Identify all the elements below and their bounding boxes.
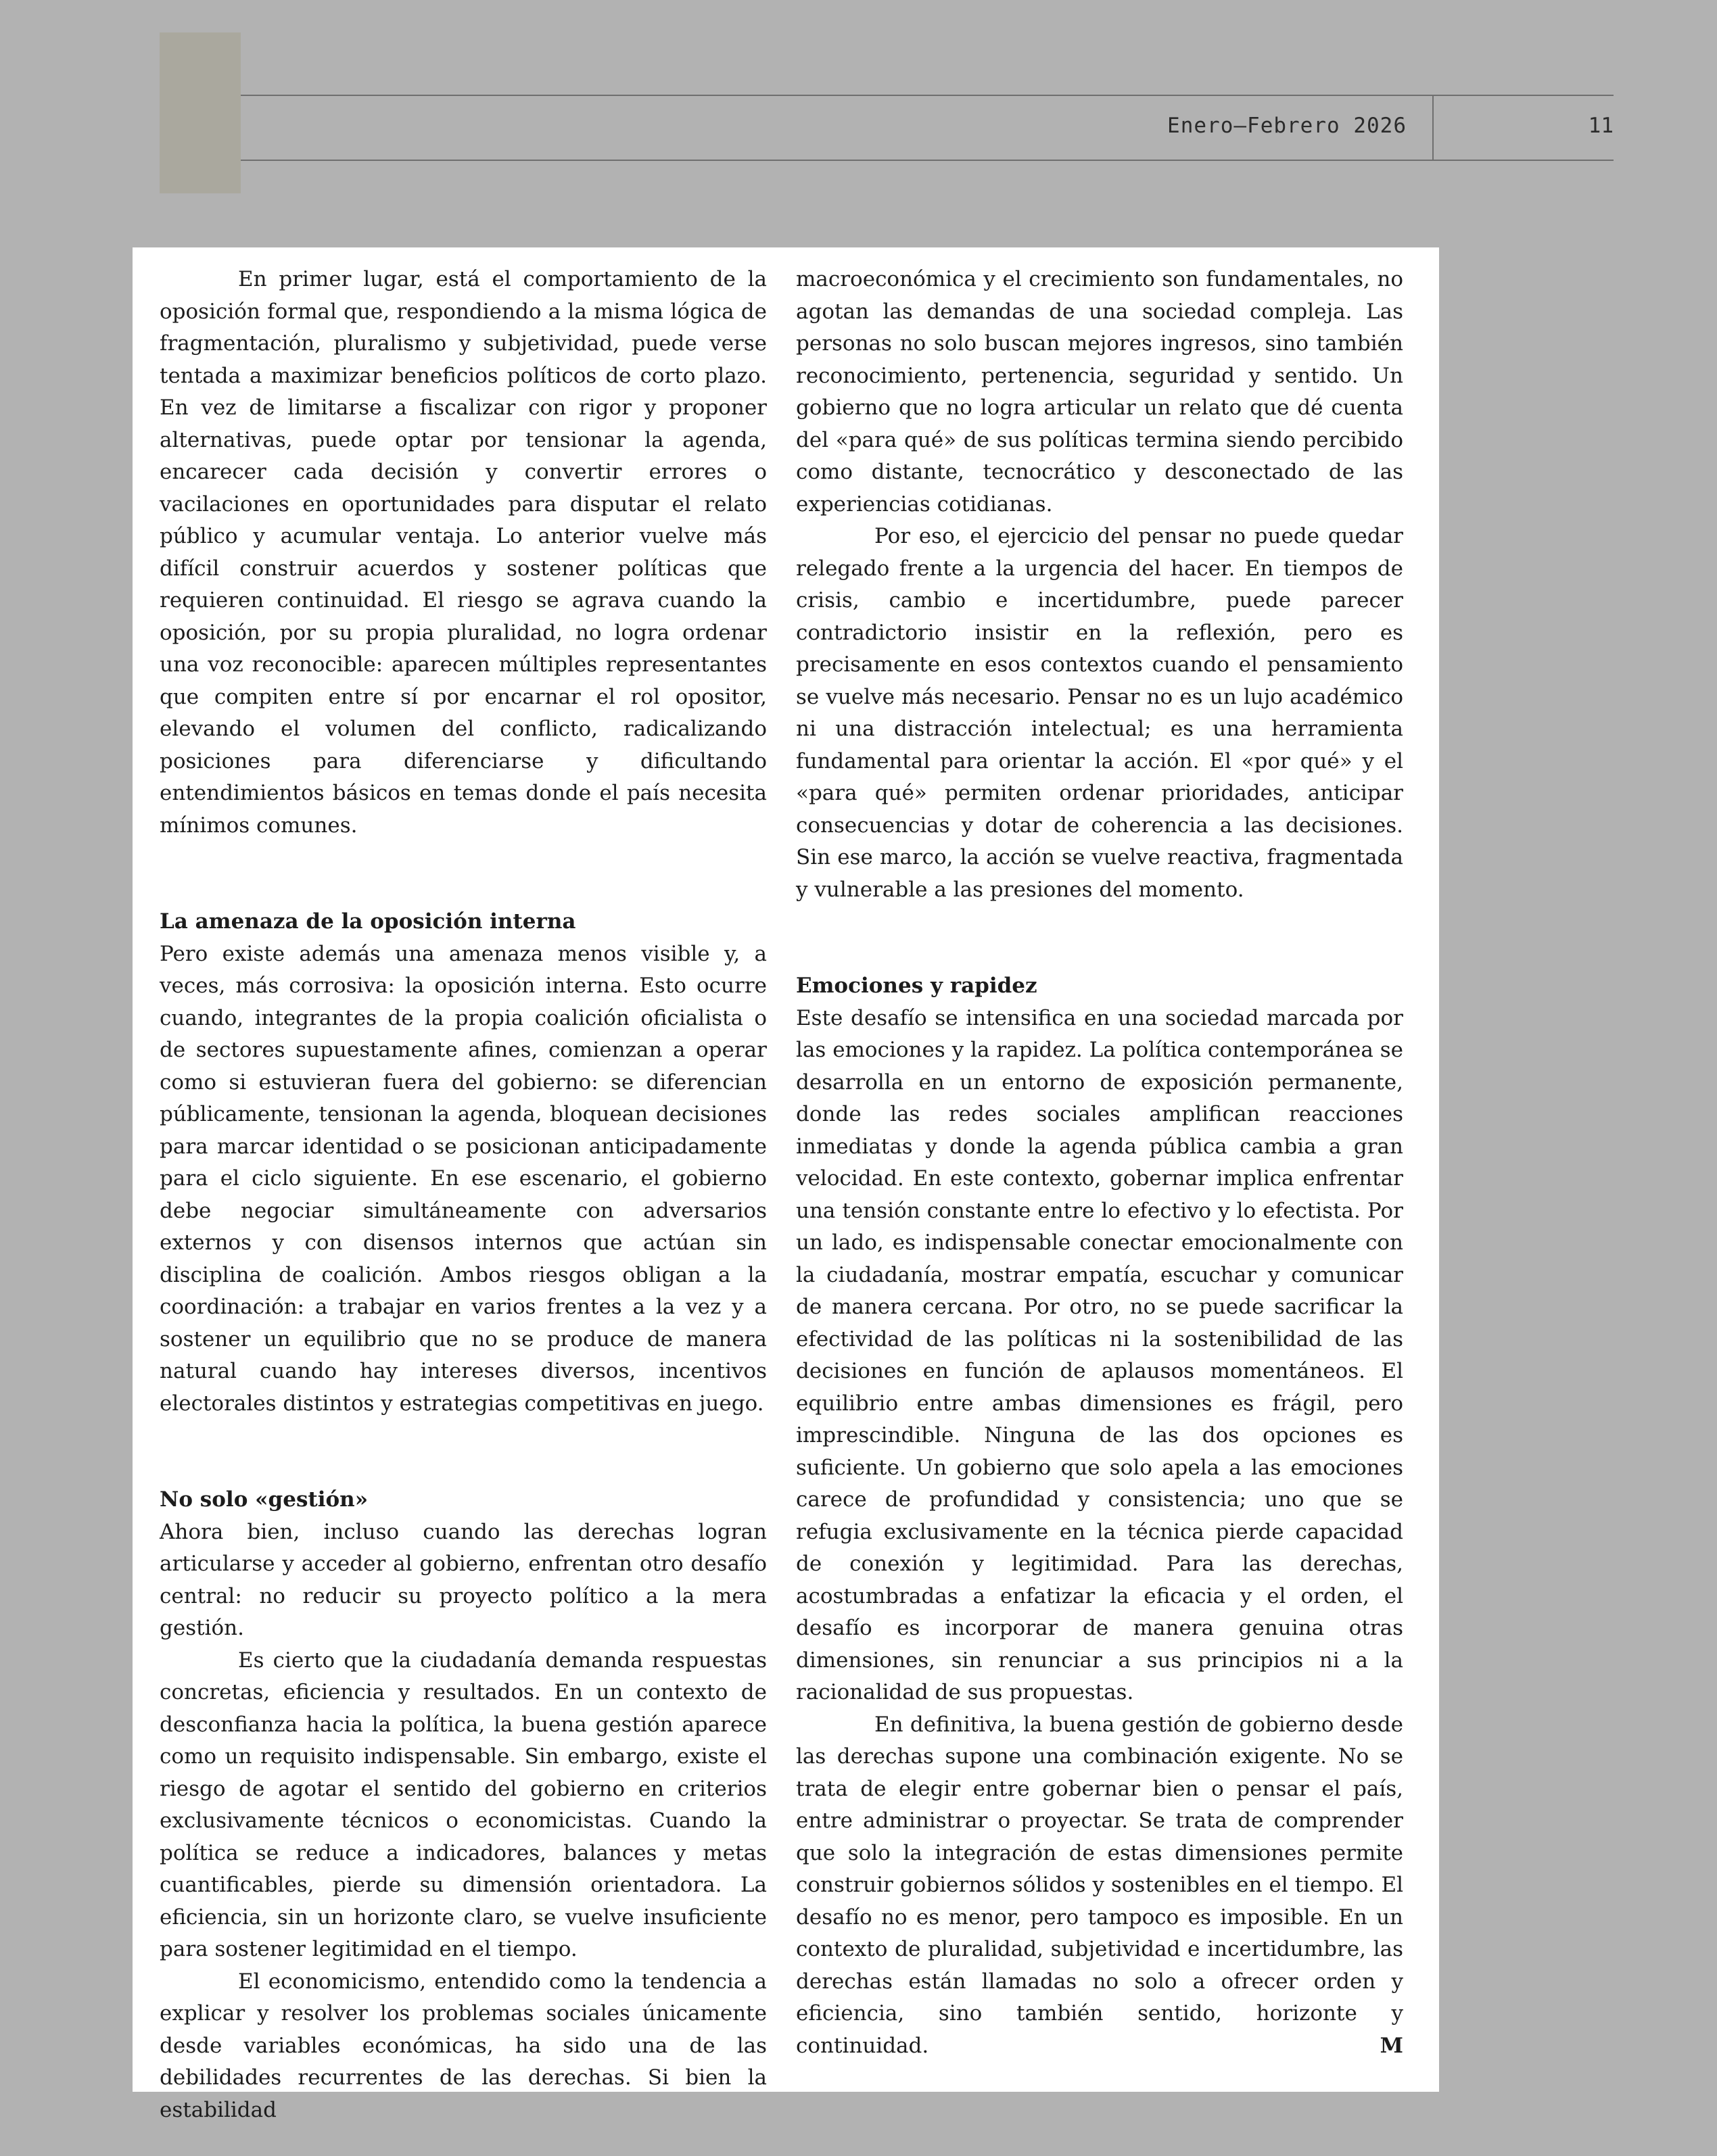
section-heading: Emociones y rapidez xyxy=(796,974,1037,998)
paragraph: Es cierto que la ciudadanía demanda respuestas concretas, eficiencia y resultados. En un contexto de desconfianza hacia la política, la buena gestión aparece como un requisito indispensable. Sin embargo, existe el riesgo de agotar el sentido del gobierno en criterios exclusivamente técnicos o economicistas. Cuando la política se reduce a indicadores, balances y metas cuantificables, pierde su dimensión orientadora. La eficiencia, sin un horizonte claro, se vuelve insuficiente para sostener legitimidad en el tiempo. xyxy=(160,1648,767,1961)
paragraph xyxy=(796,1709,1403,2063)
header-color-tab xyxy=(160,32,241,193)
left-column xyxy=(160,264,767,2126)
end-mark: M xyxy=(1380,2033,1403,2058)
paragraph: Pero existe además una amenaza menos visible y, a veces, más corrosiva: la oposición interna. Esto ocurre cuando, integrantes de la propia coalición oficialista o de sectores supuestamente afines, comienzan a operar como si estuvieran fuera del gobierno: se diferencian públicamente, tensionan la agenda, bloquean decisiones para marcar identidad o se posicionan anticipadamente para el ciclo siguiente. En ese escenario, el gobierno debe negociar simultáneamente con adversarios externos y con disensos internos que actúan sin disciplina de coalición. Ambos riesgos obligan a la coordinación: a trabajar en varios frentes a la vez y a sostener un equilibrio que no se produce de manera natural cuando hay intereses diversos, incentivos electorales distintos y estrategias competitivas en juego. xyxy=(160,941,767,1416)
paragraph: En primer lugar, está el comportamiento de la oposición formal que, respondiendo a la misma lógica de fragmentación, pluralismo y subjetividad, puede verse tentada a maximizar beneficios políticos de corto plazo. En vez de limitarse a fiscalizar con rigor y proponer alternativas, puede optar por tensionar la agenda, encarecer cada decisión y convertir errores o vacilaciones en oportunidades para disputar el relato público y acumular ventaja. Lo anterior vuelve más difícil construir acuerdos y sostener políticas que requieren continuidad. El riesgo se agrava cuando la oposición, por su propia pluralidad, no logra ordenar una voz reconocible: aparecen múltiples representantes que compiten entre sí por encarnar el rol opositor, elevando el volumen del conflicto, radicalizando posiciones para diferenciarse y dificultando entendimientos básicos en temas donde el país necesita mínimos comunes. xyxy=(160,267,767,838)
paragraph: macroeconómica y el crecimiento son fundamentales, no agotan las demandas de una sociedad compleja. Las personas no solo buscan mejores ingresos, sino también reconocimiento, pertenencia, seguridad y sentido. Un gobierno que no logra articular un relato que dé cuenta del «para qué» de sus políticas termina siendo percibido como distante, tecnocrático y desconectado de las experiencias cotidianas. xyxy=(796,267,1403,517)
paragraph-text: En definitiva, la buena gestión de gobierno desde las derechas supone una combinación exigente. No se trata de elegir entre gobernar bien o pensar el país, entre administrar o proyectar. Se trata de comprender que solo la integración de estas dimensiones permite construir gobiernos sólidos y sostenibles en el tiempo. El desafío no es menor, pero tampoco es imposible. En un contexto de pluralidad, subjetividad e incertidumbre, las derechas están llamadas no solo a ofrecer orden y eficiencia, sino también sentido, horizonte y continuidad. xyxy=(796,1712,1403,2058)
section-heading: La amenaza de la oposición interna xyxy=(160,909,576,934)
header-separator xyxy=(1432,95,1434,161)
paragraph: Por eso, el ejercicio del pensar no puede quedar relegado frente a la urgencia del hacer. En tiempos de crisis, cambio e incertidumbre, puede parecer contradictorio insistir en la reflexión, pero es precisamente en esos contextos cuando el pensamiento se vuelve más necesario. Pensar no es un lujo académico ni una distracción intelectual; es una herramienta fundamental para orientar la acción. El «por qué» y el «para qué» permiten ordenar prioridades, anticipar consecuencias y dotar de coherencia a las decisiones. Sin ese marco, la acción se vuelve reactiva, fragmentada y vulnerable a las presiones del momento. xyxy=(796,524,1403,902)
header-rule-top xyxy=(241,95,1614,96)
page-number: 11 xyxy=(1588,114,1614,138)
header-rule-bottom xyxy=(241,160,1614,161)
paragraph: Ahora bien, incluso cuando las derechas logran articularse y acceder al gobierno, enfrentan otro desafío central: no reducir su proyecto político a la mera gestión. xyxy=(160,1519,767,1640)
right-column xyxy=(796,264,1403,2062)
paragraph: Este desafío se intensifica en una sociedad marcada por las emociones y la rapidez. La política contemporánea se desarrolla en un entorno de exposición permanente, donde las redes sociales amplifican reacciones inmediatas y donde la agenda pública cambia a gran velocidad. En este contexto, gobernar implica enfrentar una tensión constante entre lo efectivo y lo efectista. Por un lado, es indispensable conectar emocionalmente con la ciudadanía, mostrar empatía, escuchar y comunicar de manera cercana. Por otro, no se puede sacrificar la efectividad de las políticas ni la sostenibilidad de las decisiones en función de aplausos momentáneos. El equilibrio entre ambas dimensiones es frágil, pero imprescindible. Ninguna de las dos opciones es suficiente. Un gobierno que solo apela a las emociones carece de profundidad y consistencia; uno que se refugia exclusivamente en la técnica pierde capacidad de conexión y legitimidad. Para las derechas, acostumbradas a enfatizar la eficacia y el orden, el desafío es incorporar de manera genuina otras dimensiones, sin renunciar a sus principios ni a la racionalidad de sus propuestas. xyxy=(796,1005,1403,1704)
issue-date: Enero–Febrero 2026 xyxy=(1167,114,1407,138)
paragraph: El economicismo, entendido como la tendencia a explicar y resolver los problemas sociales únicamente desde variables económicas, ha sido una de las debilidades recurrentes de las derechas. Si bien la estabilidad xyxy=(160,1969,767,2122)
section-heading: No solo «gestión» xyxy=(160,1487,369,1512)
